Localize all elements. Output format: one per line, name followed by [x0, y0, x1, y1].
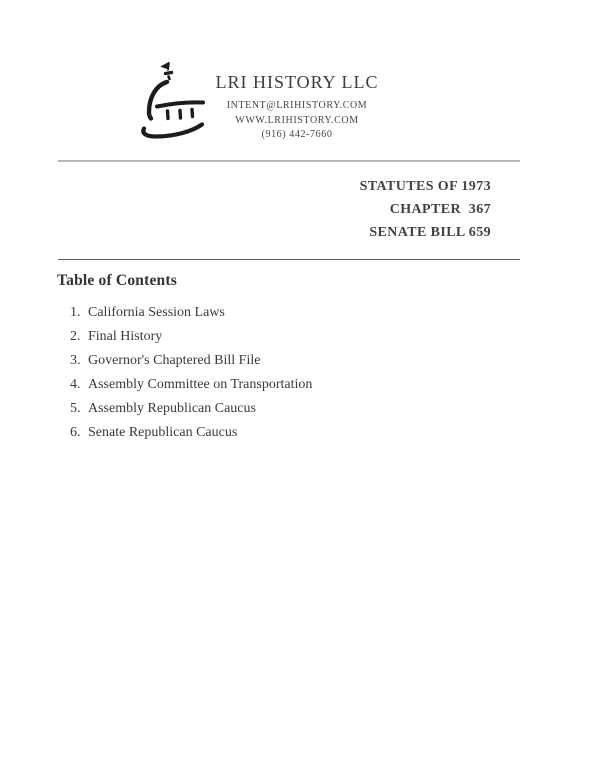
divider-bottom: [58, 259, 520, 260]
toc-item-label: Final History: [88, 329, 163, 344]
toc-item-label: Assembly Republican Caucus: [88, 401, 256, 416]
company-name: LRI HISTORY LLC: [215, 72, 379, 92]
toc-item: [70, 353, 490, 368]
toc-item: [70, 401, 490, 416]
toc-item: [70, 329, 490, 344]
toc-item: [70, 425, 490, 440]
toc-item-label: Assembly Committee on Transportation: [88, 377, 313, 392]
chapter-line: CHAPTER 367: [389, 202, 491, 217]
toc-item-label: Senate Republican Caucus: [88, 425, 238, 440]
divider-top: [58, 160, 520, 162]
toc-item-number: 5.: [70, 401, 81, 416]
toc-item-number: 3.: [70, 353, 81, 368]
toc-item: [70, 377, 490, 392]
toc-item-label: Governor's Chaptered Bill File: [88, 353, 261, 368]
company-website: WWW.LRIHISTORY.COM: [235, 114, 359, 126]
letterhead: [167, 71, 427, 143]
company-phone: (916) 442-7660: [261, 129, 333, 140]
toc-item-number: 2.: [70, 329, 81, 344]
toc-title: Table of Contents: [57, 272, 177, 289]
company-email: INTENT@LRIHISTORY.COM: [226, 100, 368, 111]
toc-item-number: 1.: [70, 305, 81, 320]
senate-bill-line: SENATE BILL 659: [369, 225, 491, 240]
statute-reference: [241, 175, 491, 244]
statutes-line: STATUTES OF 1973: [359, 179, 491, 194]
toc-item: [70, 305, 490, 320]
toc-item-number: 6.: [70, 425, 81, 440]
toc-list: [70, 305, 490, 449]
toc-item-number: 4.: [70, 377, 81, 392]
toc-item-label: California Session Laws: [88, 305, 225, 320]
